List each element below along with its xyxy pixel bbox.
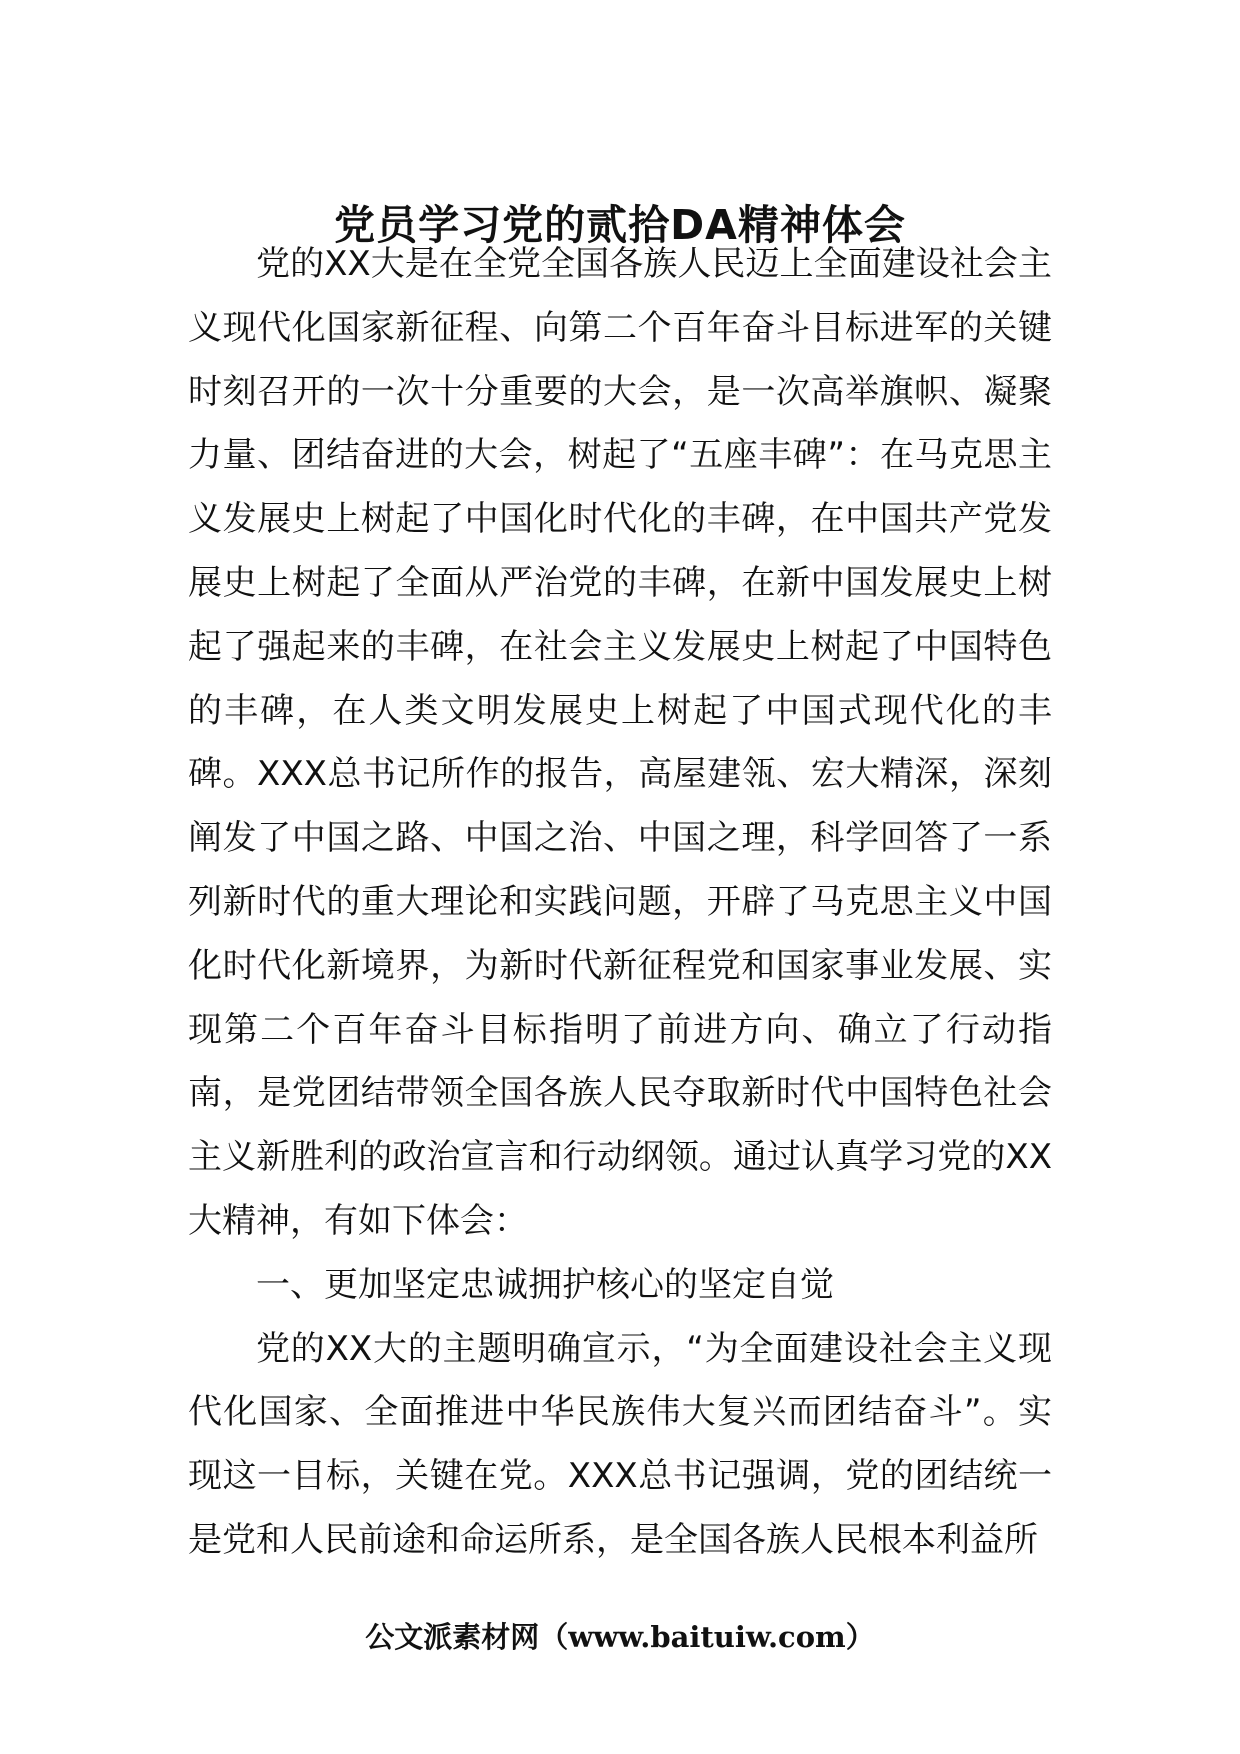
footer-watermark: 公文派素材网（www.baituiw.com） xyxy=(365,1620,875,1654)
document-body xyxy=(188,233,1052,1573)
section-heading-1: 一、更加坚定忠诚拥护核心的坚定自觉 xyxy=(256,1264,834,1305)
paragraph-intro: 党的XX大是在全党全国各族人民迈上全面建设社会主义现代化国家新征程、向第二个百年奋斗目标进军的关键时刻召开的一次十分重要的大会，是一次高举旗帜、凝聚力量、团结奋进的大会，树起了“五座丰碑”：在马克思主义发展史上树起了中国化时代化的丰碑，在中国共产党发展史上树起了全面从严治党的丰碑，在新中国发展史上树起了强起来的丰碑，在社会主义发展史上树起了中国特色的丰碑，在人类文明发展史上树起了中国式现代化的丰碑。XXX总书记所作的报告，高屋建瓴、宏大精深，深刻阐发了中国之路、中国之治、中国之理，科学回答了一系列新时代的重大理论和实践问题，开辟了马克思主义中国化时代化新境界，为新时代新征程党和国家事业发展、实现第二个百年奋斗目标指明了前进方向、确立了行动指南，是党团结带领全国各族人民夺取新时代中国特色社会主义新胜利的政治宣言和行动纲领。通过认真学习党的XX大精神，有如下体会： xyxy=(188,244,1052,1241)
paragraph-section-1: 党的XX大的主题明确宣示，“为全面建设社会主义现代化国家、全面推进中华民族伟大复兴而团结奋斗”。实现这一目标，关键在党。XXX总书记强调，党的团结统一是党和人民前途和命运所系，是全国各族人民根本利益所 xyxy=(188,1328,1052,1560)
document-title: 党员学习党的贰拾DA精神体会 xyxy=(334,201,906,250)
